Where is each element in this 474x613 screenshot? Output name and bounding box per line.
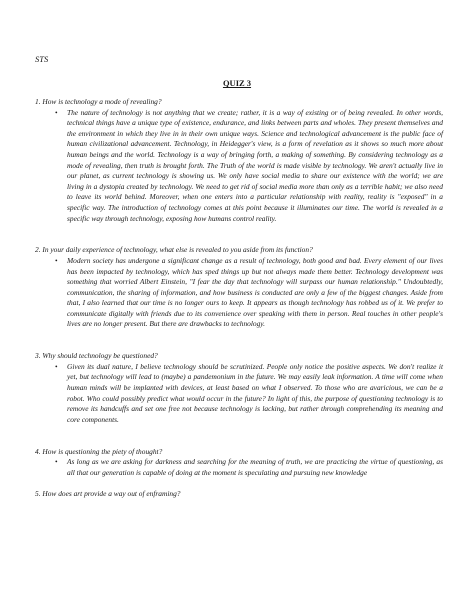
answer-3-text: Given its dual nature, I believe technology should be scrutinized. People only notice the positive aspects. We don't realize it yet, but technology will lead to (maybe) a pandemonium in the future. We may easily leak information. A time will come when human minds will be implanted with devices, at least based on what I observed. To those who are avaricious, we can be a robot. Who could possibly predict what would occur in the future? In light of this, the purpose of questioning technology is to remove its handcuffs and set one free not because technology is lacking, but rather through comprehending its meaning and core components. [67, 361, 443, 424]
bullet-icon: • [55, 255, 58, 265]
bullet-icon: • [55, 361, 58, 371]
question-2: 2. In your daily experience of technology, what else is revealed to you aside from its function? [35, 245, 313, 255]
answer-4-text: As long as we are asking for darkness and searching for the meaning of truth, we are practicing the virtue of questioning, as all that our generation is capable of doing at the moment is speculating and pursuing new knowledge [67, 457, 443, 477]
question-5: 5. How does art provide a way out of enframing? [35, 488, 181, 498]
bullet-icon: • [55, 457, 58, 467]
quiz-title: QUIZ 3 [222, 78, 252, 88]
answer-2-text: Modern society has undergone a significant change as a result of technology, both good and bad. Every element of our lives has been impacted by technology, which has sped things up but not always made them better. Technology development was something that worried Albert Einstein, "I fear the day that technology will surpass our human relationship." Undoubtedly, communication, the sharing of information, and how business is conducted are only a few of the biggest changes. Aside from that, I also learned that our time is no longer ours to keep. It appears as though technology has robbed us of it. We prefer to communicate digitally with friends due to its convenience over speaking with them in person. Real touches in other people's lives are no longer present. But there are drawbacks to technology. [67, 255, 443, 329]
answer-2 [55, 256, 443, 330]
answer-1 [55, 108, 443, 225]
course-label: STS [35, 54, 49, 64]
question-3: 3. Why should technology be questioned? [35, 351, 158, 361]
answer-1-text: The nature of technology is not anything that we create; rather, it is a way of existing or of being revealed. In other words, technical things have a unique type of existence, endurance, and links between parts and wholes. They present themselves and the environment in which they live in in their own unique ways. Science and technological advancement is the public face of human civilizational advancement. Technology, in Heidegger's view, is a form of revelation as it shows so much more about human beings and the world. Technology is a way of bringing forth, a making of something. By considering technology as a mode of revealing, then truth is brought forth. The Truth of the world is made visible by technology. We aren't actually live in our planet, as current technology is showing us. We only have social media to share our existence with the world; we are living in a dystopia created by technology. We need to get rid of social media more than only as a terrible habit; we also need to leave its world behind. Moreover, when one enters into a particular relationship with reality, reality is "exposed" in a specific way. The introduction of technology comes at this point because it illuminates our time. The world is revealed in a specific way through technology, exposing how humans control reality. [67, 107, 443, 223]
answer-4 [55, 457, 443, 478]
answer-3 [55, 362, 443, 426]
question-4: 4. How is questioning the piety of thought? [35, 446, 163, 456]
bullet-icon: • [55, 107, 58, 117]
question-1: 1. How is technology a mode of revealing? [35, 97, 162, 106]
quiz-content [35, 97, 443, 500]
